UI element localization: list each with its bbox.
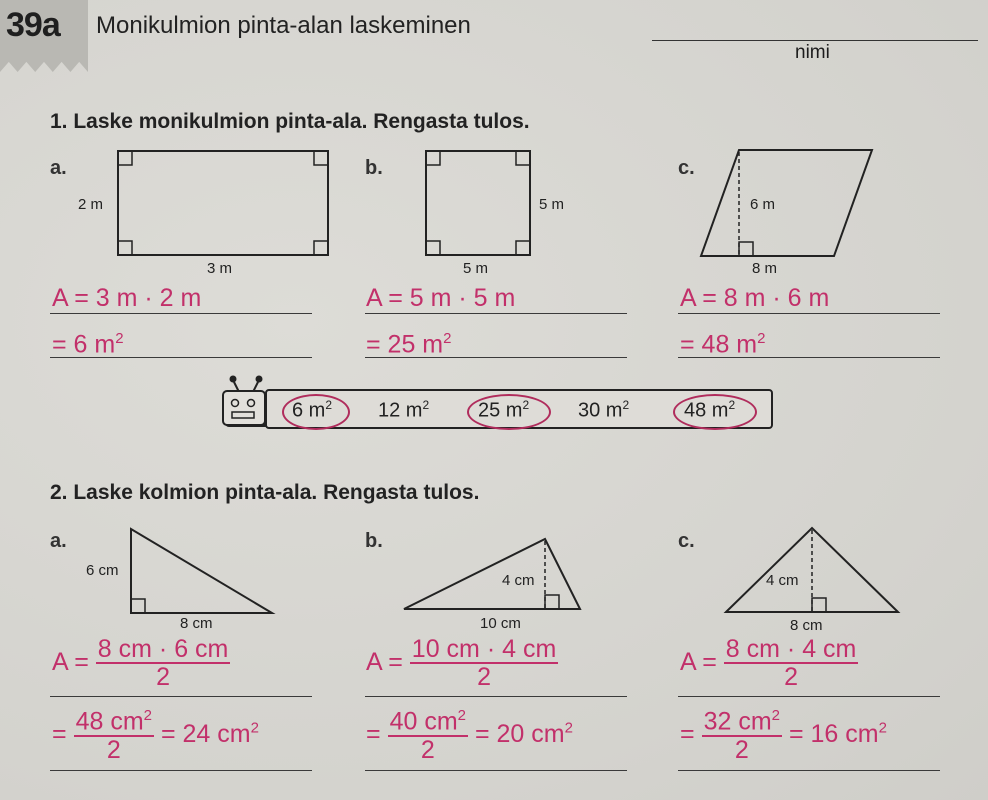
- task2c-result: = $\frac{32 cm^2}{2}$ = 16 $cm^2$: [680, 707, 887, 764]
- answer-line: [678, 313, 940, 314]
- parallelogram-bottom-label: 8 m: [752, 260, 778, 277]
- triangle-b-height-label: 4 cm: [502, 572, 535, 589]
- isosceles-triangle-figure: [722, 522, 902, 617]
- obtuse-triangle-figure: [400, 535, 590, 615]
- task2-title: 2. Laske kolmion pinta-ala. Rengasta tulos.: [50, 481, 480, 504]
- task1b-letter: b.: [365, 157, 383, 179]
- rect-side-label: 2 m: [78, 196, 104, 213]
- triangle-b-base-label: 10 cm: [480, 615, 521, 632]
- answer-line: [365, 770, 627, 771]
- task2c-formula: A = $\frac{8 cm \cdot 4 cm}{2}$: [680, 635, 857, 692]
- task2a-formula: A = $\frac{8 cm \cdot 6 cm}{2}$: [52, 635, 229, 692]
- page-title: Monikulmion pinta-alan laskeminen: [96, 12, 471, 39]
- circle-mark: [467, 394, 551, 430]
- task1b-answer-line1: A = 5 m · 5 m: [366, 284, 516, 312]
- square-figure: [420, 145, 540, 260]
- task1c-answer-line2: = 48 $m^2$: [680, 330, 766, 359]
- choice-12[interactable]: 12 $m^2$: [378, 398, 430, 422]
- answer-line: [365, 696, 627, 697]
- triangle-a-base-label: 8 cm: [180, 615, 213, 632]
- rectangle-figure: [110, 145, 335, 260]
- right-triangle-figure: [125, 525, 280, 617]
- task2b-letter: b.: [365, 530, 383, 552]
- name-field[interactable]: [652, 40, 978, 41]
- task2b-formula: A = $\frac{10 cm \cdot 4 cm}{2}$: [366, 635, 557, 692]
- answer-line: [678, 696, 940, 697]
- choice-48[interactable]: 48 $m^2$: [684, 398, 736, 422]
- triangle-a-height-label: 6 cm: [86, 562, 119, 579]
- choice-25[interactable]: 25 $m^2$: [478, 398, 530, 422]
- answer-line: [365, 357, 627, 358]
- task1c-letter: c.: [678, 157, 695, 179]
- choice-6[interactable]: 6 $m^2$: [292, 398, 333, 422]
- task2b-result: = $\frac{40 cm^2}{2}$ = 20 $cm^2$: [366, 707, 573, 764]
- circle-mark: [673, 394, 757, 430]
- task2c-letter: c.: [678, 530, 695, 552]
- task1a-answer-line2: = 6 $m^2$: [52, 330, 124, 359]
- triangle-c-height-label: 4 cm: [766, 572, 799, 589]
- task2a-letter: a.: [50, 530, 67, 552]
- task1a-letter: a.: [50, 157, 67, 179]
- answer-line: [365, 313, 627, 314]
- task1-title: 1. Laske monikulmion pinta-ala. Rengasta tulos.: [50, 110, 530, 133]
- parallelogram-figure: [690, 142, 880, 262]
- task1c-answer-line1: A = 8 m · 6 m: [680, 284, 830, 312]
- answer-line: [50, 313, 312, 314]
- rect-bottom-label: 3 m: [207, 260, 233, 277]
- lesson-number: 39a: [6, 6, 60, 44]
- answer-line: [50, 357, 312, 358]
- square-side-label: 5 m: [539, 196, 565, 213]
- circle-mark: [282, 394, 350, 430]
- task1b-answer-line2: = 25 $m^2$: [366, 330, 452, 359]
- answer-line: [50, 770, 312, 771]
- square-bottom-label: 5 m: [463, 260, 489, 277]
- task2a-result: = $\frac{48 cm^2}{2}$ = 24 $cm^2$: [52, 707, 259, 764]
- answer-line: [678, 357, 940, 358]
- triangle-c-base-label: 8 cm: [790, 617, 823, 634]
- task1a-answer-line1: A = 3 m · 2 m: [52, 284, 202, 312]
- choice-30[interactable]: 30 $m^2$: [578, 398, 630, 422]
- answer-line: [678, 770, 940, 771]
- parallelogram-height-label: 6 m: [750, 196, 776, 213]
- name-label: nimi: [795, 42, 830, 63]
- answer-line: [50, 696, 312, 697]
